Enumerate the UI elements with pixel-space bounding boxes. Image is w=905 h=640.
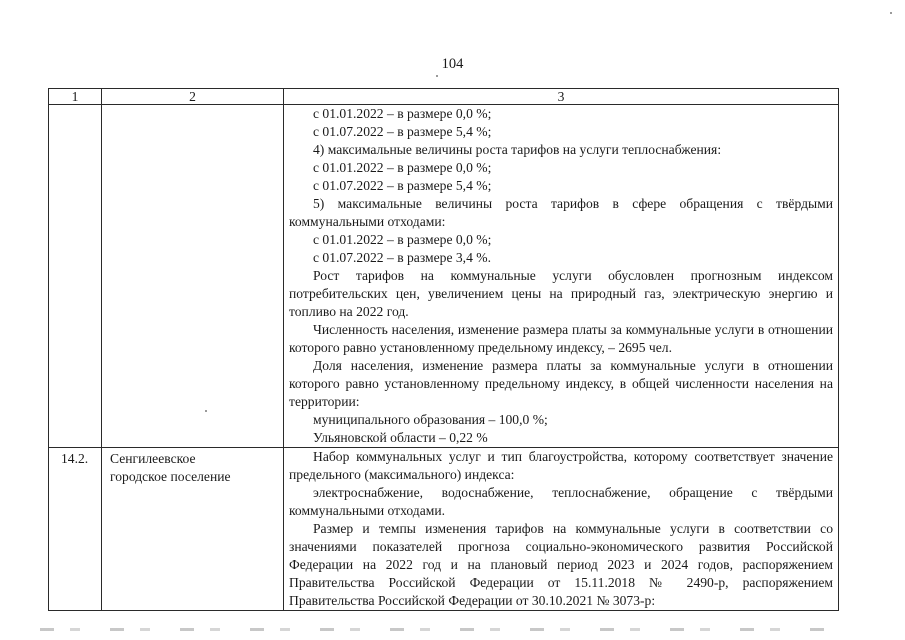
municipality-cell (102, 448, 284, 611)
paragraph: с 01.07.2022 – в размере 3,4 %. (313, 250, 491, 265)
paragraph: с 01.01.2022 – в размере 0,0 %; (313, 232, 492, 247)
column-header-1: 1 (49, 89, 102, 105)
municipality-name-line: Сенгилеевское (110, 451, 196, 466)
paragraph: 4) максимальные величины роста тарифов на услуги теплоснабжения: (313, 142, 722, 157)
page-number: 104 (441, 56, 464, 72)
table-header-row (49, 89, 839, 105)
table-row (49, 448, 839, 611)
paragraph: муниципального образования – 100,0 %; (313, 412, 548, 427)
table-row (49, 105, 839, 448)
paragraph: с 01.07.2022 – в размере 5,4 %; (313, 124, 492, 139)
paragraph: с 01.01.2022 – в размере 0,0 %; (313, 160, 492, 175)
paragraph: с 01.07.2022 – в размере 5,4 %; (313, 178, 492, 193)
scan-speck (205, 410, 207, 412)
paragraph: Рост тарифов на коммунальные услуги обусловлен прогнозным индексом потребительских цен, увеличением цены на природный газ, электрическую энергию и топливо на 2022 год. (289, 268, 833, 319)
paragraph: Доля населения, изменение размера платы за коммунальные услуги в отношении которого равно установленному предельному индексу, в общей численности населения на территории: (289, 358, 833, 409)
column-header-3: 3 (284, 89, 839, 105)
municipality-name-line: городское поселение (110, 469, 231, 484)
paragraph: 5) максимальные величины роста тарифов в сфере обращения с твёрдыми коммунальными отходами: (289, 196, 833, 229)
scan-artifact-strip (40, 628, 840, 631)
paragraph: Набор коммунальных услуг и тип благоустройства, которому соответствует значение предельного (максимального) индекса: (289, 449, 833, 482)
paragraph: с 01.01.2022 – в размере 0,0 %; (313, 106, 492, 121)
paragraph: Численность населения, изменение размера платы за коммунальные услуги в отношении которого равно установленному предельному индексу, – 2695 чел. (289, 322, 833, 355)
paragraph: Ульяновской области – 0,22 % (313, 430, 488, 445)
municipality-cell (102, 105, 284, 448)
document-table (48, 88, 839, 611)
paragraph: Размер и темпы изменения тарифов на коммунальные услуги в соответствии со значениями показателей прогноза социально-экономического развития Российской Федерации на 2022 год и на плановый период 2023 и 2024 годов, распоряжением Правительства Российской Федерации от 15.11.2018 № 2490-р, распоряжением Правительства Российской Федерации от 30.10.2021 № 3073-р: (289, 521, 833, 608)
scan-speck (890, 12, 892, 14)
description-cell (284, 448, 839, 611)
description-cell (284, 105, 839, 448)
column-header-2: 2 (102, 89, 284, 105)
row-number-cell: 14.2. (49, 448, 102, 611)
paragraph: электроснабжение, водоснабжение, теплоснабжение, обращение с твёрдыми коммунальными отходами. (289, 485, 833, 518)
row-number-cell (49, 105, 102, 448)
scan-speck (436, 75, 438, 77)
